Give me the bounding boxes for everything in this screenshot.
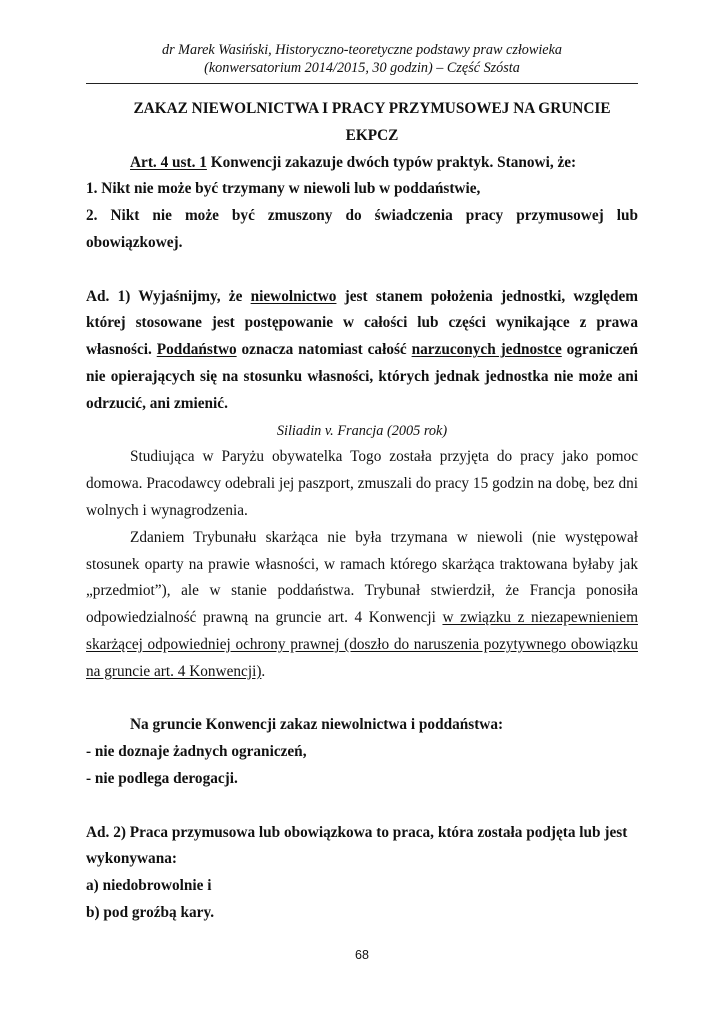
case-title: Siliadin v. Francja (2005 rok) (276, 422, 448, 439)
ad1-text-2: jest stanem położenia jednostki, względem której stosowane jest postępowanie w całości lub części wynikające z prawa własności. (86, 287, 638, 359)
ad1-text-3: oznacza natomiast całość (236, 341, 412, 359)
spacer (86, 793, 638, 820)
case-paragraph-1: Studiująca w Paryżu obywatelka Togo została przyjęta do pracy jako pomoc domowa. Pracodawcy odebrali jej paszport, zmuszali do pracy 15 godzin na dobę, bez dni wolnych i wynagrodzenia. (86, 448, 638, 519)
ad2-item-b: b) pod groźbą kary. (86, 903, 215, 921)
spacer (86, 257, 638, 284)
document-page (86, 0, 638, 1024)
ad2-item-a: a) niedobrowolnie i (86, 877, 212, 895)
header-line-1: dr Marek Wasiński, Historyczno-teoretyczne podstawy praw człowieka (162, 42, 562, 58)
spacer (86, 686, 638, 713)
article-intro-text: Konwencji zakazuje dwóch typów praktyk. Stanowi, że: (206, 153, 577, 171)
ban-heading: Na gruncie Konwencji zakaz niewolnictwa i poddaństwa: (130, 716, 504, 734)
running-header (86, 41, 638, 77)
point-1: 1. Nikt nie może być trzymany w niewoli lub w poddaństwie, (86, 180, 481, 198)
page-number: 68 (355, 948, 369, 962)
case-paragraph-2-end: . (261, 662, 266, 680)
ad1-text-1: Ad. 1) Wyjaśnijmy, że (86, 287, 251, 305)
header-line-2: (konwersatorium 2014/2015, 30 godzin) – Część Szósta (204, 60, 520, 76)
ban-item-2: - nie podlega derogacji. (86, 769, 238, 787)
article-intro (86, 150, 638, 177)
case-paragraph-2-underlined: w związku z niezapewnieniem skarżącej odpowiedniej ochrony prawnej (doszło do naruszenia pozytywnego obowiązku na gruncie art. 4 Konwencji) (86, 609, 638, 680)
header-rule (86, 83, 638, 84)
term-narzuconych: narzuconych jednostce (411, 341, 562, 359)
document-body (86, 96, 638, 927)
section-title: ZAKAZ NIEWOLNICTWA I PRACY PRZYMUSOWEJ NA GRUNCIE EKPCZ (133, 100, 611, 144)
point-2: 2. Nikt nie może być zmuszony do świadczenia pracy przymusowej lub obowiązkowej. (86, 207, 638, 251)
case-paragraph-2-text: Zdaniem Trybunału skarżąca nie była trzymana w niewoli (nie występował stosunek oparty na prawie własności, w ramach którego skarżąca traktowana byłaby jak „przedmiot”), ale w stanie poddaństwa. Trybunał stwierdził, że Francja ponosiła odpowiedzialność prawną na gruncie art. 4 Konwencji (86, 528, 638, 627)
term-poddanstwo: Poddaństwo (156, 341, 237, 359)
term-niewolnictwo: niewolnictwo (250, 287, 337, 305)
ad2-paragraph: Ad. 2) Praca przymusowa lub obowiązkowa to praca, która została podjęta lub jest wykonywana: (86, 823, 628, 868)
ad1-text-4: ograniczeń nie opierających się na stosunku własności, których jednak jednostka nie może ani odrzucić, ani zmienić. (86, 341, 638, 412)
ad1-paragraph (86, 284, 638, 418)
case-paragraph-2 (86, 525, 638, 686)
article-reference: Art. 4 ust. 1 (130, 153, 207, 171)
ban-item-1: - nie doznaje żadnych ograniczeń, (86, 743, 307, 761)
